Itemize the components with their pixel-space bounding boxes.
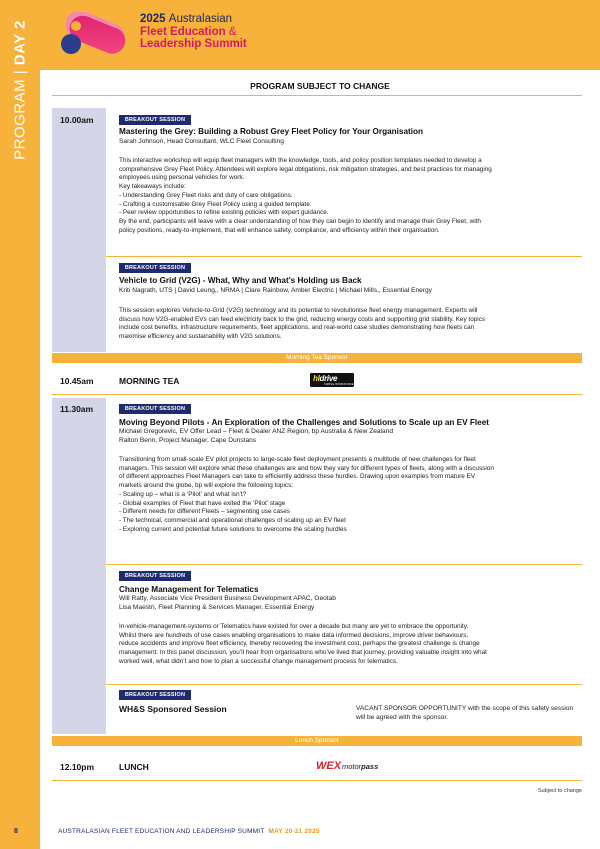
- session-title: Vehicle to Grid (V2G) - What, Why and What’s Holding us Back: [119, 276, 362, 285]
- bottom-divider: [52, 780, 582, 781]
- sponsor-bar: Morning Tea Sponsor: [52, 353, 582, 363]
- session-badge: BREAKOUT SESSION: [119, 404, 191, 414]
- session-description: In-vehicle-management-systems or Telematics have existed for over a decade but many are yet to embrace the opportunity. Whilst there are hundreds of use cases enabling organisations to make data informed decisions, improve driver behaviours, reduce accidents and improve fleet efficiency, thereby recovering the investment cost, perhaps the greatest challenge is change management. In this panel discussion, you’ll hear from organisations who’ve lived that journey, providing valuable insight into what worked well, what didn’t and how to plan a successful change management process for telematics.: [119, 623, 487, 665]
- summit-logo-icon: [58, 12, 138, 62]
- break-label: LUNCH: [119, 762, 149, 772]
- hldrive-logo: hldrive SIMPLE WORKFORCE: [310, 373, 354, 387]
- session-time: 10.00am: [60, 115, 94, 125]
- vacant-sponsor-note: VACANT SPONSOR OPPORTUNITY with the scope of this safety session will be agreed with the sponsor.: [356, 705, 574, 721]
- session-description: Transitioning from small-scale EV pilot projects to large-scale fleet deployment presents a multitude of new challenges for fleet managers. This session will explore what these challenges are and how they vary for different types of fleets, along with a discussion of different approaches Fleet Managers can take to efficiently address these hurdles. Drawing upon examples from mature EV markets around the globe, bp will explore the following topics: - Scaling up – what is a ‘Pilot’ and what isn’t? - Global examples of Fleet that have exited the ‘Pilot’ stage - Different needs for different Fleets – segmenting use cases - The technical, commercial and operational challenges of scaling up an EV fleet - Exploring current and potential future solutions to overcome the scaling hurdles: [119, 456, 494, 533]
- break-label: MORNING TEA: [119, 376, 180, 386]
- session-divider: [106, 564, 582, 565]
- session-time: 12.10pm: [60, 762, 95, 772]
- summit-title: 2025 Australasian Fleet Education & Leadership Summit: [140, 13, 247, 50]
- session-title: Change Management for Telematics: [119, 585, 259, 594]
- session-speakers: Sarah Johnson, Head Consultant, WLC Fleet Consulting: [119, 138, 284, 145]
- session-speakers: Will Ratty, Associate Vice President Business Development APAC, Geotab Lisa Maestri, Fleet Planning & Services Manager, Essential Energy: [119, 595, 336, 611]
- section-divider: [52, 394, 582, 395]
- session-badge: BREAKOUT SESSION: [119, 571, 191, 581]
- motorpass-logo: motorpass: [342, 762, 379, 771]
- sidebar-band: [0, 0, 40, 849]
- session-title: Mastering the Grey: Building a Robust Grey Fleet Policy for Your Organisation: [119, 127, 424, 136]
- time-column: [52, 398, 106, 734]
- session-speakers: Kriti Nagrath, UTS | David Leung,, NRMA | Clare Rainbow, Amber Electric | Michael Mills,, Essential Energy: [119, 287, 432, 294]
- session-badge: BREAKOUT SESSION: [119, 263, 191, 273]
- session-description: This interactive workshop will equip fleet managers with the knowledge, tools, and policy position templates needed to develop a comprehensive Grey Fleet Policy. Attendees will explore legal obligations, risk mitigation strategies, and best practices for managing employees using personal vehicles for work. Key takeaways include: - Understanding Grey Fleet risks and duty of care obligations. - Crafting a customisable Grey Fleet Policy using a guided template. - Peer review opportunities to refine existing policies with expert guidance. By the end, participants will leave with a clear understanding of how they can begin to identify and manage their Grey Fleet, with policy positions, ready-to-implement, that will enhance safety, compliance, and efficiency within their organisation.: [119, 157, 492, 234]
- footer-dates: MAY 20-21 2025: [268, 828, 320, 835]
- session-badge: BREAKOUT SESSION: [119, 115, 191, 125]
- session-speakers: Michael Gregorevic, EV Offer Lead – Fleet & Dealer ANZ Region, bp Australia & New Zealand Ralton Benn, Project Manager, Cape Dunstans: [119, 428, 394, 444]
- session-description: This session explores Vehicle-to-Grid (V2G) technology and its potential to revolutionise fleet energy management. Experts will discuss how V2G-enabled EVs can feed electricity back to the grid, reducing energy costs and supporting grid stability. Key topics include cost benefits, infrastructure requirements, fleet applications, and real-world case studies demonstrating how fleets can maximise efficiency and sustainability with V2G solutions.: [119, 307, 486, 341]
- session-title: Moving Beyond Pilots - An Exploration of the Challenges and Solutions to Scale up an EV Fleet: [119, 418, 489, 427]
- wex-logo: WEX: [316, 760, 342, 772]
- session-time: 11.30am: [60, 404, 94, 414]
- subject-to-change-note: Subject to change: [537, 788, 582, 794]
- session-divider: [106, 684, 582, 685]
- footer-event: AUSTRALASIAN FLEET EDUCATION AND LEADERSHIP SUMMIT MAY 20-21 2025: [58, 828, 320, 835]
- session-divider: [106, 256, 582, 257]
- session-title: WH&S Sponsored Session: [119, 704, 227, 714]
- page-number: 8: [14, 828, 18, 835]
- top-divider: [52, 95, 582, 96]
- program-day-label: PROGRAM | DAY 2: [11, 20, 29, 160]
- program-subject-note: PROGRAM SUBJECT TO CHANGE: [250, 81, 390, 91]
- session-badge: BREAKOUT SESSION: [119, 690, 191, 700]
- sponsor-bar: Lunch Sponsor: [52, 736, 582, 746]
- time-column: [52, 108, 106, 352]
- session-time: 10.45am: [60, 376, 94, 386]
